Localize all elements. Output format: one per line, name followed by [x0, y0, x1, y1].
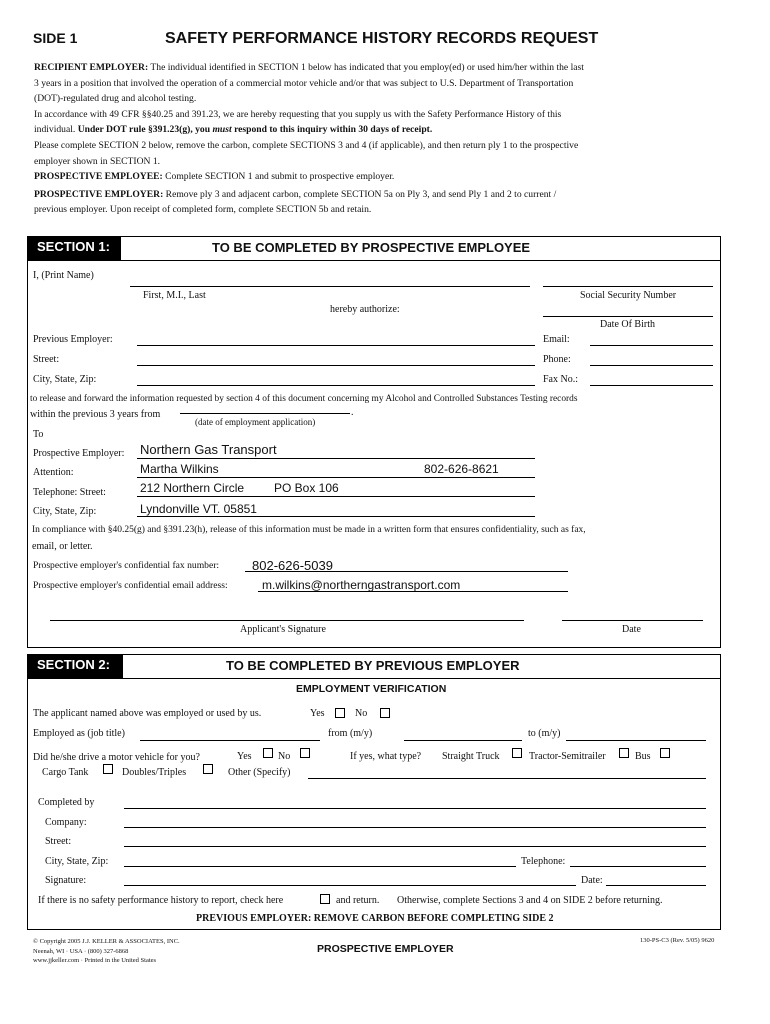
recipient-text-2: 3 years in a position that involved the operation of a commercial motor vehicle and/or that was subject to U.S. Department of Transportation: [34, 77, 574, 89]
drive-yes-checkbox[interactable]: [263, 748, 273, 758]
print-name-line[interactable]: [130, 286, 530, 287]
city-line[interactable]: [137, 385, 535, 386]
drive-no-checkbox[interactable]: [300, 748, 310, 758]
conf-email-label: Prospective employer's confidential email address:: [33, 580, 228, 591]
s2-telephone-line[interactable]: [570, 866, 706, 867]
pros-employer-value[interactable]: Northern Gas Transport: [140, 442, 277, 457]
ssn-line[interactable]: [543, 286, 713, 287]
compliance-text-2: email, or letter.: [32, 541, 93, 552]
employed-as-label: Employed as (job title): [33, 728, 125, 739]
date-app-label: (date of employment application): [195, 417, 316, 427]
tractor-checkbox[interactable]: [619, 748, 629, 758]
hereby-label: hereby authorize:: [330, 304, 400, 315]
section2-header-rule: [27, 678, 721, 679]
section1-title: TO BE COMPLETED BY PROSPECTIVE EMPLOYEE: [212, 240, 531, 255]
drive-yes-label: Yes: [237, 751, 252, 762]
pe-label: PROSPECTIVE EMPLOYEE:: [34, 171, 163, 183]
application-date-line[interactable]: [180, 413, 350, 414]
to-line[interactable]: [566, 740, 706, 741]
carbon-note: PREVIOUS EMPLOYER: REMOVE CARBON BEFORE COMPLETING SIDE 2: [196, 913, 554, 924]
pr-text-2: previous employer. Upon receipt of completed form, complete SECTION 5b and retain.: [34, 204, 372, 216]
completed-by-line[interactable]: [124, 808, 706, 809]
city-value[interactable]: Lyndonville VT. 05851: [140, 502, 257, 516]
phone-line[interactable]: [590, 365, 713, 366]
no-history-text: If there is no safety performance history to report, check here: [38, 895, 284, 906]
applicant-date-line[interactable]: [562, 620, 703, 621]
intro-text: [34, 60, 634, 218]
release-text-2: within the previous 3 years from: [30, 409, 161, 420]
attention-phone[interactable]: 802-626-8621: [424, 462, 499, 476]
section1-header-rule: [27, 260, 721, 261]
doubles-label: Doubles/Triples: [122, 767, 187, 778]
applicant-signature-label: Applicant's Signature: [240, 624, 326, 635]
cargo-tank-label: Cargo Tank: [42, 767, 89, 778]
prev-employer-label: Previous Employer:: [33, 334, 113, 345]
respond-text: respond to this inquiry within 30 days of receipt.: [231, 124, 433, 136]
company-label: Company:: [45, 817, 87, 828]
ssn-label: Social Security Number: [580, 290, 677, 301]
employed-no-checkbox[interactable]: [380, 708, 390, 718]
applicant-date-label: Date: [622, 624, 641, 635]
straight-truck-label: Straight Truck: [442, 751, 500, 762]
s2-street-label: Street:: [45, 836, 72, 847]
no-history-return: and return.: [336, 895, 380, 906]
release-period: .: [351, 407, 354, 418]
copyright-line-2: Neenah, WI · USA · (800) 327-6868: [33, 947, 129, 955]
tel-street-label: Telephone: Street:: [33, 487, 106, 498]
please-text: Please complete SECTION 2 below, remove the carbon, complete SECTIONS 3 and 4 (if applicable), and then return ply 1 to the prospective: [34, 139, 579, 151]
no-history-otherwise: Otherwise, complete Sections 3 and 4 on SIDE 2 before returning.: [397, 895, 663, 906]
s2-street-line[interactable]: [124, 846, 706, 847]
please-text-2: employer shown in SECTION 1.: [34, 155, 161, 167]
page-title: SAFETY PERFORMANCE HISTORY RECORDS REQUEST: [165, 30, 599, 47]
fax-line[interactable]: [590, 385, 713, 386]
dob-label: Date Of Birth: [600, 319, 655, 330]
job-title-line[interactable]: [140, 740, 320, 741]
print-name-label: I, (Print Name): [33, 270, 94, 281]
from-label: from (m/y): [328, 728, 373, 739]
section2-box: [27, 654, 721, 930]
pros-employer-line: [137, 458, 535, 459]
company-line[interactable]: [124, 827, 706, 828]
recipient-label: RECIPIENT EMPLOYER:: [34, 62, 149, 73]
to-my-label: to (m/y): [528, 728, 561, 739]
employed-yes-label: Yes: [310, 708, 325, 719]
first-mi-last-label: First, M.I., Last: [143, 290, 206, 301]
pros-employer-label: Prospective Employer:: [33, 448, 125, 459]
attention-label: Attention:: [33, 467, 74, 478]
s2-date-label: Date:: [581, 875, 603, 886]
conf-fax-line: [245, 571, 568, 572]
other-line[interactable]: [308, 778, 706, 779]
drive-no-label: No: [278, 751, 291, 762]
completed-by-label: Completed by: [38, 797, 95, 808]
what-type-label: If yes, what type?: [350, 751, 422, 762]
conf-fax-value[interactable]: 802-626-5039: [252, 558, 333, 573]
attention-value[interactable]: Martha Wilkins: [140, 462, 219, 476]
bus-checkbox[interactable]: [660, 748, 670, 758]
s2-city-label: City, State, Zip:: [45, 856, 109, 867]
bus-label: Bus: [635, 751, 651, 762]
street-value[interactable]: 212 Northern Circle: [140, 481, 245, 495]
street-label: Street:: [33, 354, 60, 365]
s2-city-line[interactable]: [124, 866, 516, 867]
copyright-line-3: www.jjkeller.com · Printed in the United States: [33, 957, 157, 964]
employed-yes-checkbox[interactable]: [335, 708, 345, 718]
fax-label: Fax No.:: [543, 374, 578, 385]
doubles-checkbox[interactable]: [203, 764, 213, 774]
pe-text: Complete SECTION 1 and submit to prospective employer.: [165, 171, 395, 183]
conf-fax-label: Prospective employer's confidential fax number:: [33, 560, 220, 571]
footer-prospective-employer: PROSPECTIVE EMPLOYER: [317, 943, 454, 955]
accordance-text: In accordance with 49 CFR §§40.25 and 391.23, we are hereby requesting that you supply us with the Safety Performance History of this: [34, 108, 562, 120]
release-text: to release and forward the information requested by section 4 of this document concerning my Alcohol and Controlled Substances Testing records: [30, 394, 578, 404]
po-box-value[interactable]: PO Box 106: [274, 481, 339, 495]
no-history-checkbox[interactable]: [320, 894, 330, 904]
from-line[interactable]: [404, 740, 522, 741]
copyright-block: [33, 937, 180, 966]
form-number: 130-PS-C3 (Rev. 5/05) 9620: [640, 937, 715, 944]
s2-signature-label: Signature:: [45, 875, 87, 886]
s2-date-line[interactable]: [606, 885, 706, 886]
dot-rule-text: Under DOT rule §391.23(g), you: [77, 124, 213, 136]
section2-label: SECTION 2:: [27, 654, 123, 678]
must-text: must: [212, 124, 232, 136]
prev-employer-line[interactable]: [137, 345, 535, 346]
attention-line: [137, 477, 535, 478]
recipient-text: The individual identified in SECTION 1 below has indicated that you employ(ed) or used him/her within the last: [150, 62, 584, 73]
to-label: To: [33, 429, 44, 440]
employment-verification-title: EMPLOYMENT VERIFICATION: [296, 683, 447, 695]
cargo-tank-checkbox[interactable]: [103, 764, 113, 774]
email-line[interactable]: [590, 345, 713, 346]
section2-title: TO BE COMPLETED BY PREVIOUS EMPLOYER: [226, 658, 520, 673]
employed-no-label: No: [355, 708, 368, 719]
email-label: Email:: [543, 334, 570, 345]
employed-question: The applicant named above was employed or used by us.: [33, 708, 262, 719]
conf-email-line: [258, 591, 568, 592]
pr-text: Remove ply 3 and adjacent carbon, complete SECTION 5a on Ply 3, and send Ply 1 and 2 to current /: [165, 188, 557, 200]
applicant-signature-line[interactable]: [50, 620, 524, 621]
side-label: SIDE 1: [33, 30, 78, 46]
compliance-text: In compliance with §40.25(g) and §391.23(h), release of this information must be made in a written form that ensures confidentiality, such as fax,: [32, 525, 586, 535]
city-label: City, State, Zip:: [33, 374, 97, 385]
dob-line[interactable]: [543, 316, 713, 317]
conf-email-value[interactable]: m.wilkins@northerngastransport.com: [262, 578, 461, 592]
city-zip-label: City, State, Zip:: [33, 506, 97, 517]
city-zip-line: [137, 516, 535, 517]
straight-truck-checkbox[interactable]: [512, 748, 522, 758]
s2-telephone-label: Telephone:: [521, 856, 566, 867]
phone-label: Phone:: [543, 354, 571, 365]
section1-label: SECTION 1:: [27, 236, 121, 260]
tractor-label: Tractor-Semitrailer: [529, 751, 606, 762]
drive-question: Did he/she drive a motor vehicle for you?: [33, 752, 200, 763]
tel-street-line: [137, 496, 535, 497]
pr-label: PROSPECTIVE EMPLOYER:: [34, 188, 164, 200]
copyright-line-1: © Copyright 2005 J.J. KELLER & ASSOCIATES, INC.: [33, 938, 180, 945]
accordance-text-2: individual.: [34, 124, 78, 136]
recipient-text-3: (DOT)-regulated drug and alcohol testing.: [34, 93, 197, 105]
other-label: Other (Specify): [228, 767, 291, 778]
s2-signature-line[interactable]: [124, 885, 576, 886]
street-line[interactable]: [137, 365, 535, 366]
